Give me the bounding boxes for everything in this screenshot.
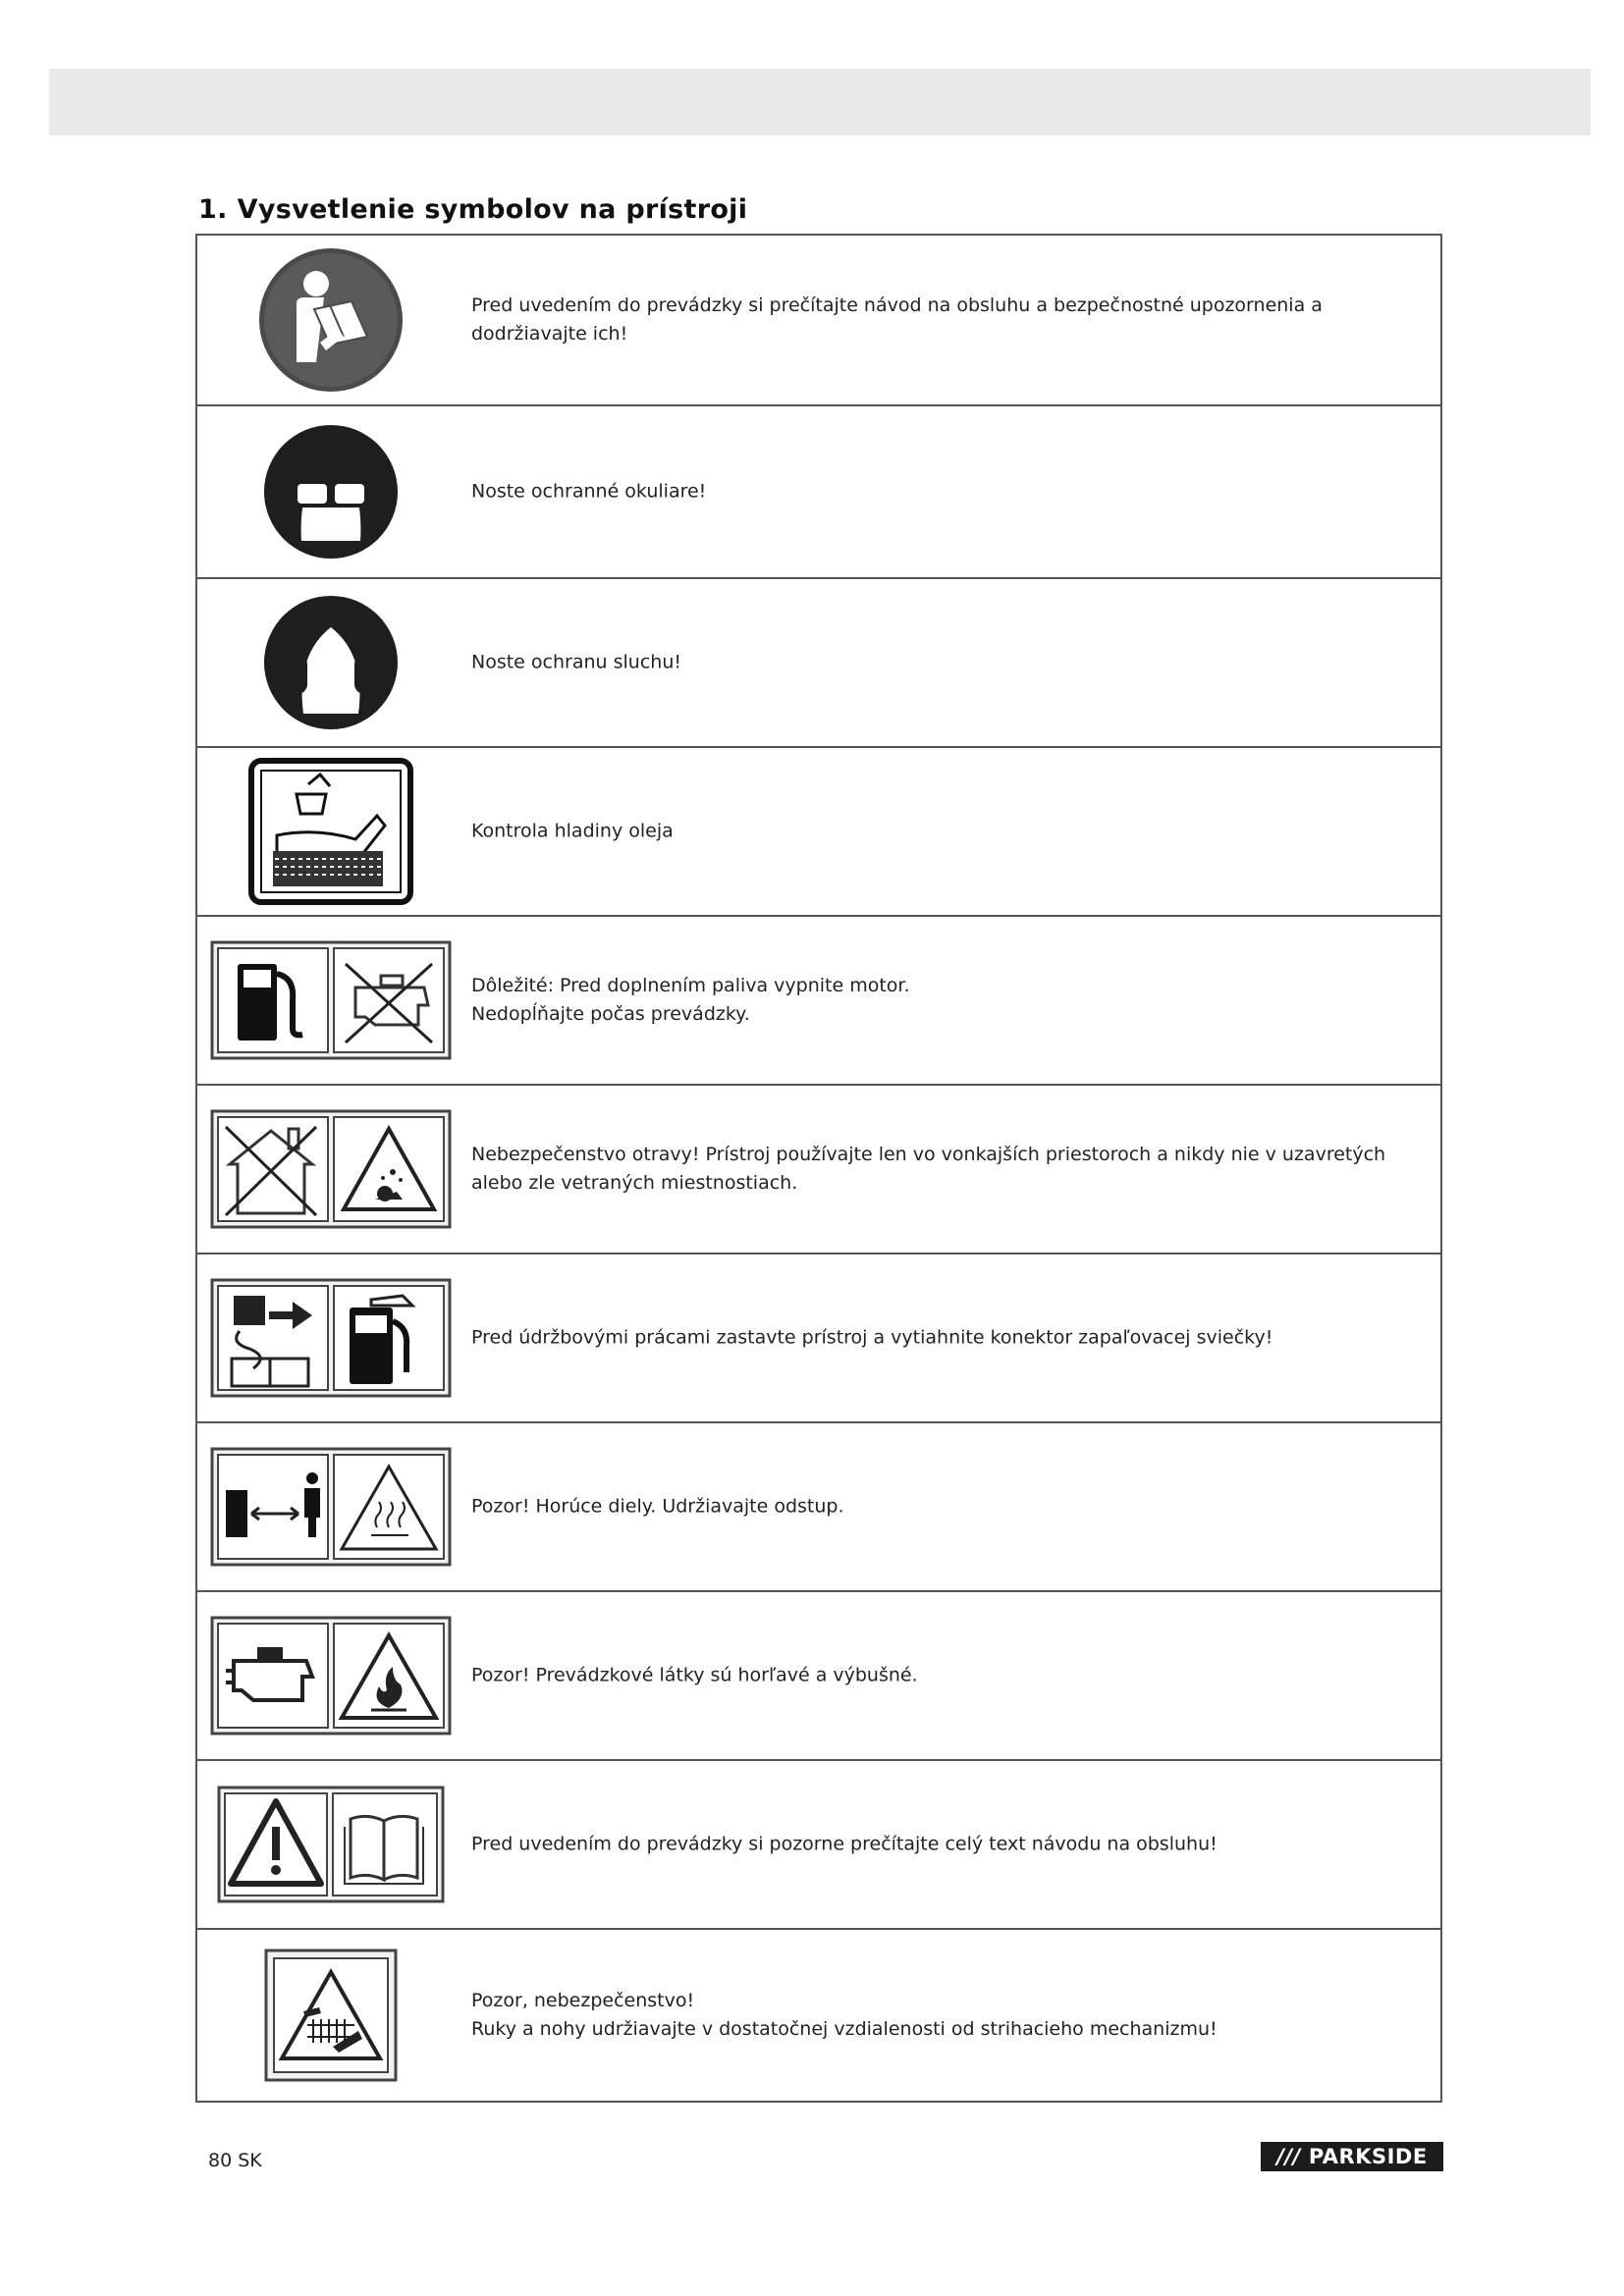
parkside-logo xyxy=(1261,2142,1443,2171)
safety-goggles-icon xyxy=(262,423,400,561)
hot-parts-icon xyxy=(210,1447,452,1567)
table-row xyxy=(197,1761,1440,1930)
page-number: 80 SK xyxy=(208,2150,262,2171)
table-row xyxy=(197,1423,1440,1592)
row-text: Pozor! Prevádzkové látky sú horľavé a výbušné. xyxy=(471,1664,918,1686)
brand-slashes: /// xyxy=(1276,2145,1301,2168)
row-text: Ruky a nohy udržiavajte v dostatočnej vzdialenosti od strihacieho mechanizmu! xyxy=(471,2018,1218,2040)
warning-read-manual-icon xyxy=(217,1786,445,1903)
row-text: Nedopĺňajte počas prevádzky. xyxy=(471,1003,750,1025)
table-row xyxy=(197,236,1440,406)
poisoning-hazard-icon xyxy=(210,1109,452,1229)
table-row xyxy=(197,917,1440,1086)
read-manual-icon xyxy=(257,246,405,394)
row-text: Noste ochranné okuliare! xyxy=(471,480,707,503)
table-row xyxy=(197,1255,1440,1423)
row-text: Noste ochranu sluchu! xyxy=(471,651,681,673)
section-title: Vysvetlenie symbolov na prístroji xyxy=(237,194,748,225)
row-text: Nebezpečenstvo otravy! Prístroj používajte len vo vonkajších priestoroch a nikdy nie v uzavretých alebo zle vetraných miestnostiach. xyxy=(471,1144,1386,1194)
row-text: Pred uvedením do prevádzky si prečítajte návod na obsluhu a bezpečnostné upozornenia a dodržiavajte ich! xyxy=(471,294,1323,345)
table-row xyxy=(197,1592,1440,1761)
row-text: Pozor! Horúce diely. Udržiavajte odstup. xyxy=(471,1495,844,1518)
symbol-table xyxy=(195,234,1442,2103)
row-text: Dôležité: Pred doplnením paliva vypnite motor. xyxy=(471,975,910,996)
refuel-engine-off-icon xyxy=(210,940,452,1060)
maintenance-spark-plug-icon xyxy=(210,1278,452,1398)
table-row xyxy=(197,406,1440,579)
row-text: Pred údržbovými prácami zastavte prístroj a vytiahnite konektor zapaľovacej sviečky! xyxy=(471,1326,1273,1349)
section-heading xyxy=(198,194,747,225)
ear-protection-icon xyxy=(262,594,400,731)
table-row xyxy=(197,748,1440,917)
table-row xyxy=(197,1086,1440,1255)
row-text: Kontrola hladiny oleja xyxy=(471,820,674,842)
row-text: Pred uvedením do prevádzky si pozorne prečítajte celý text návodu na obsluhu! xyxy=(471,1833,1218,1855)
flammable-fuels-icon xyxy=(210,1616,452,1735)
section-number: 1. xyxy=(198,194,228,225)
table-row xyxy=(197,579,1440,748)
oil-level-icon xyxy=(247,757,414,906)
cutting-hazard-icon xyxy=(264,1949,398,2082)
table-row xyxy=(197,1930,1440,2101)
header-bar xyxy=(49,69,1591,135)
brand-name: PARKSIDE xyxy=(1308,2145,1428,2168)
row-text: Pozor, nebezpečenstvo! xyxy=(471,1990,695,2011)
